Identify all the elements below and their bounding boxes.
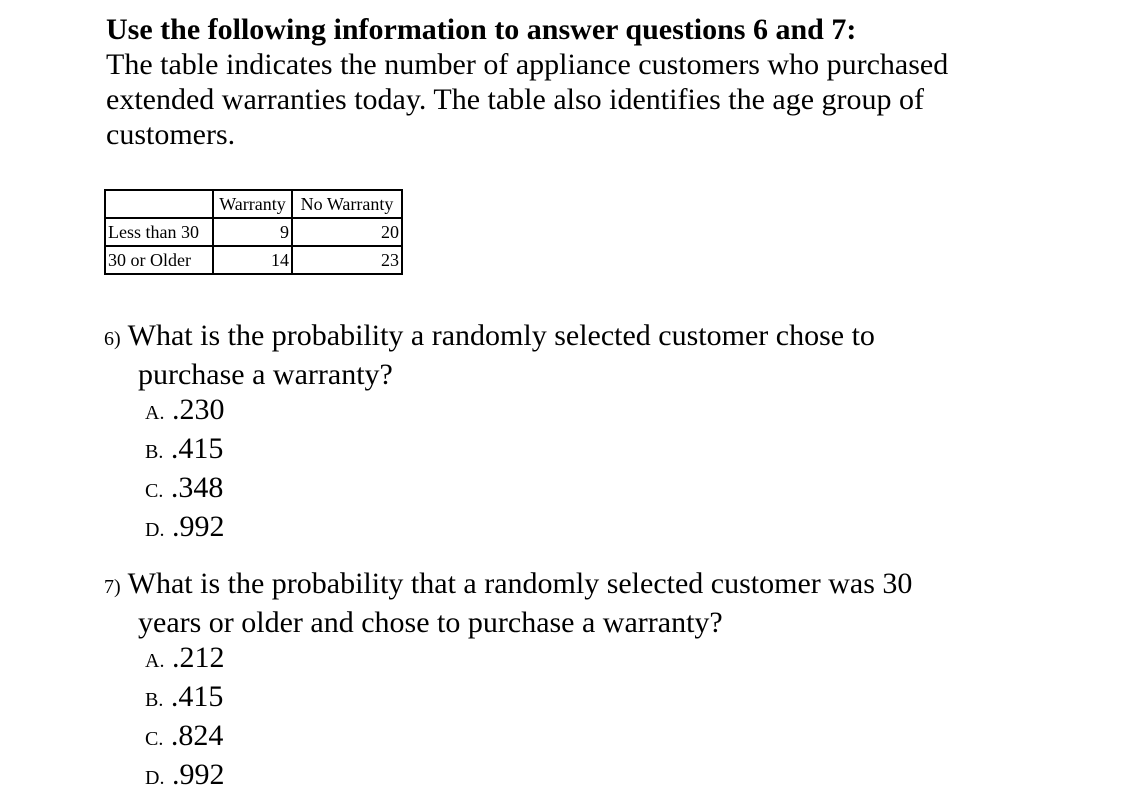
choice-letter: D. <box>145 767 165 789</box>
answer-choice-a[interactable] <box>104 640 1104 679</box>
table-header-cell <box>105 190 213 218</box>
table-header-cell: Warranty <box>213 190 292 218</box>
answer-choice-d[interactable] <box>104 509 1104 548</box>
choice-value: .824 <box>170 719 224 752</box>
warranty-table <box>104 189 403 275</box>
question-7 <box>104 566 1104 796</box>
choice-value: .415 <box>170 680 224 713</box>
choice-value: .992 <box>171 758 225 791</box>
table-row-label: 30 or Older <box>105 246 213 274</box>
choice-value: .992 <box>171 510 225 543</box>
instructions-line-1: The table indicates the number of appliance customers who purchased <box>106 48 949 81</box>
choice-letter: C. <box>145 728 164 750</box>
instructions-block <box>106 12 1106 152</box>
table-cell: 23 <box>292 246 402 274</box>
question-number: 7) <box>104 576 121 598</box>
choice-letter: D. <box>145 519 165 541</box>
choice-value: .230 <box>171 393 225 426</box>
answer-choice-c[interactable] <box>104 718 1104 757</box>
choice-value: .348 <box>170 471 224 504</box>
table-cell: 20 <box>292 218 402 246</box>
question-text-line-2: years or older and chose to purchase a warranty? <box>138 606 723 639</box>
choice-letter: B. <box>145 689 164 711</box>
choice-letter: A. <box>145 402 165 424</box>
table-row <box>105 218 402 246</box>
choice-value: .415 <box>170 432 224 465</box>
table-cell: 14 <box>213 246 292 274</box>
choice-value: .212 <box>171 641 225 674</box>
table-row <box>105 246 402 274</box>
answer-choice-c[interactable] <box>104 470 1104 509</box>
question-text-line-1: What is the probability that a randomly selected customer was 30 <box>127 567 913 600</box>
answer-choice-d[interactable] <box>104 757 1104 796</box>
choice-letter: A. <box>145 650 165 672</box>
instructions-line-3: customers. <box>106 118 236 151</box>
question-number: 6) <box>104 328 121 350</box>
table-row-label: Less than 30 <box>105 218 213 246</box>
question-stem <box>104 318 1104 357</box>
choice-letter: C. <box>145 480 164 502</box>
table-cell: 9 <box>213 218 292 246</box>
instructions-line-2: extended warranties today. The table also identifies the age group of <box>106 83 925 116</box>
table-header-row <box>105 190 402 218</box>
answer-choice-b[interactable] <box>104 431 1104 470</box>
instructions-heading: Use the following information to answer questions 6 and 7: <box>106 13 857 46</box>
question-stem <box>104 566 1104 605</box>
question-text-line-2: purchase a warranty? <box>138 358 393 391</box>
question-text-line-1: What is the probability a randomly selected customer chose to <box>127 319 875 352</box>
table-header-cell: No Warranty <box>292 190 402 218</box>
choice-letter: B. <box>145 441 164 463</box>
answer-choice-a[interactable] <box>104 392 1104 431</box>
answer-choice-b[interactable] <box>104 679 1104 718</box>
question-6 <box>104 318 1104 548</box>
